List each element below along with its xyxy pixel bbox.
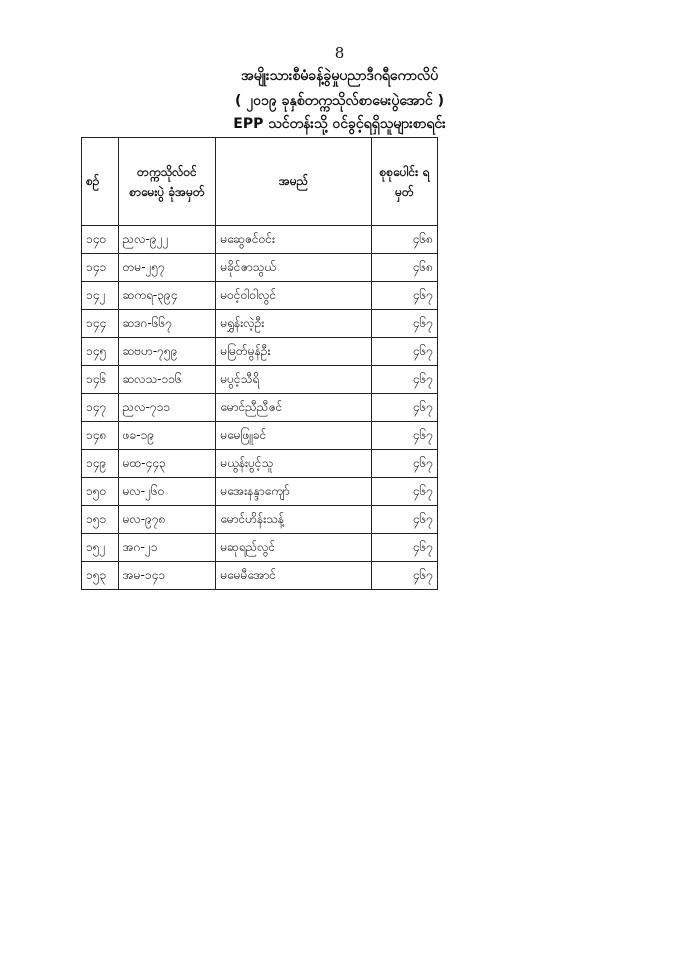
cell-total-marks: ၄၆၇ <box>371 506 437 534</box>
cell-name: မောင်ညီညီဇင် <box>216 394 372 422</box>
col-header-name: အမည် <box>216 138 372 226</box>
cell-name: မောင်ဟိန်းသန့် <box>216 506 372 534</box>
cell-no: ၁၅၀ <box>82 478 119 506</box>
table-row <box>82 422 438 450</box>
admission-list-table <box>81 137 438 590</box>
table-row <box>82 394 438 422</box>
table-row <box>82 338 438 366</box>
cell-total-marks: ၄၆၈ <box>371 226 437 254</box>
cell-name: မမေဖြူခင် <box>216 422 372 450</box>
cell-roll-number: ဆကရ-၃၉၄ <box>118 282 216 310</box>
table-row <box>82 506 438 534</box>
cell-no: ၁၄၂ <box>82 282 119 310</box>
cell-roll-number: ညလ-၇၁၁ <box>118 394 216 422</box>
cell-name: မပွင့်သီရိ <box>216 366 372 394</box>
col-header-total-marks: စုစုပေါင်း ရမှတ် <box>371 138 437 226</box>
col-header-no: စဉ် <box>82 138 119 226</box>
cell-total-marks: ၄၆၇ <box>371 422 437 450</box>
cell-total-marks: ၄၆၇ <box>371 282 437 310</box>
cell-no: ၁၄၇ <box>82 394 119 422</box>
cell-name: မဝင့်ဝါဝါလွင် <box>216 282 372 310</box>
cell-total-marks: ၄၆၇ <box>371 450 437 478</box>
cell-total-marks: ၄၆၇ <box>371 366 437 394</box>
cell-no: ၁၄၅ <box>82 338 119 366</box>
cell-roll-number: အမ-၁၄၁ <box>118 562 216 590</box>
cell-total-marks: ၄၆၇ <box>371 338 437 366</box>
cell-no: ၁၄၆ <box>82 366 119 394</box>
cell-name: မယွန်းပွင့်သူ <box>216 450 372 478</box>
table-row <box>82 254 438 282</box>
cell-total-marks: ၄၆၇ <box>371 394 437 422</box>
table-row <box>82 534 438 562</box>
cell-name: မမြတ်မွန်ဦး <box>216 338 372 366</box>
table-row <box>82 366 438 394</box>
table-header-row <box>82 138 438 226</box>
cell-name: မမေမီအောင် <box>216 562 372 590</box>
cell-no: ၁၄၄ <box>82 310 119 338</box>
table-row <box>82 310 438 338</box>
page-number: 8 <box>334 44 345 62</box>
cell-total-marks: ၄၆၇ <box>371 478 437 506</box>
table-row <box>82 450 438 478</box>
cell-no: ၁၄၁ <box>82 254 119 282</box>
cell-roll-number: ဆဒဂ-၆၆၇ <box>118 310 216 338</box>
institution-title: အမျိုးသားစီမံခန့်ခွဲမှုပညာဒီဂရီကောလိပ် <box>240 68 439 84</box>
cell-name: မဆုရည်လွင် <box>216 534 372 562</box>
cell-roll-number: ညလ-၉၂၂ <box>118 226 216 254</box>
cell-roll-number: မထ-၄၄၃ <box>118 450 216 478</box>
table-row <box>82 282 438 310</box>
cell-roll-number: ဖခ-၁၉ <box>118 422 216 450</box>
table-body <box>82 226 438 590</box>
cell-roll-number: တမ-၂၅၇ <box>118 254 216 282</box>
cell-total-marks: ၄၆၇ <box>371 534 437 562</box>
cell-name: မရွှန်းလဲ့ဦး <box>216 310 372 338</box>
cell-name: မအေးနန္ဒာကျော် <box>216 478 372 506</box>
cell-roll-number: မလ-၉၇၈ <box>118 506 216 534</box>
cell-no: ၁၅၃ <box>82 562 119 590</box>
cell-name: မခိုင်ဇာသွယ် <box>216 254 372 282</box>
table-row <box>82 562 438 590</box>
col-header-roll-number: တက္ကသိုလ်ဝင် စာမေးပွဲ ခုံအမှတ် <box>118 138 216 226</box>
cell-no: ၁၅၂ <box>82 534 119 562</box>
table-row <box>82 478 438 506</box>
cell-total-marks: ၄၆၈ <box>371 254 437 282</box>
cell-no: ၁၄၉ <box>82 450 119 478</box>
cell-total-marks: ၄၆၇ <box>371 310 437 338</box>
cell-no: ၁၄၀ <box>82 226 119 254</box>
exam-subtitle: ( ၂၀၁၉ ခုနှစ်တက္ကသိုလ်စာမေးပွဲအောင် ) <box>234 93 445 109</box>
cell-roll-number: မလ-၂၆၀ <box>118 478 216 506</box>
cell-roll-number: ဆလသ-၁၁၆ <box>118 366 216 394</box>
cell-no: ၁၅၁ <box>82 506 119 534</box>
cell-name: မဆွေဇင်ဝင်း <box>216 226 372 254</box>
list-title: EPP သင်တန်းသို့ ဝင်ခွင့်ရရှိသူများစာရင်း <box>233 116 446 132</box>
cell-roll-number: အဂ-၂၁ <box>118 534 216 562</box>
table-row <box>82 226 438 254</box>
cell-total-marks: ၄၆၇ <box>371 562 437 590</box>
cell-roll-number: ဆဗဟ-၇၅၉ <box>118 338 216 366</box>
cell-no: ၁၄၈ <box>82 422 119 450</box>
